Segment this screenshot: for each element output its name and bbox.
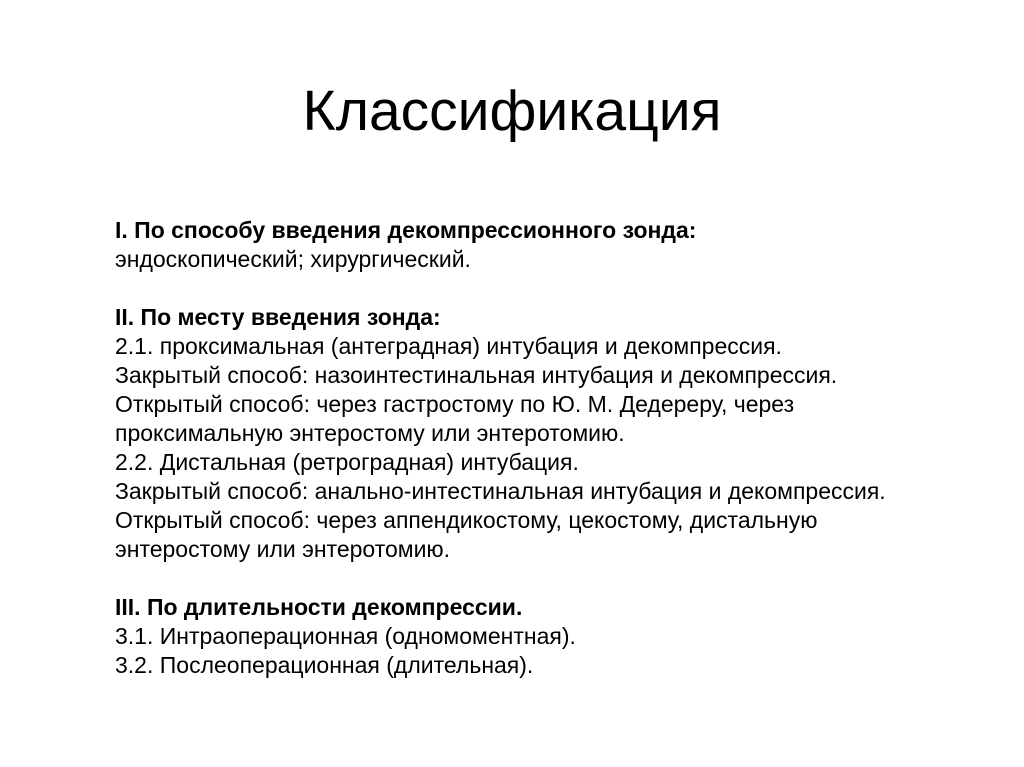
section-decompression-duration (115, 593, 975, 680)
text-line: Открытый способ: через гастростому по Ю. М. Дедереру, через (115, 391, 795, 417)
section-insertion-method (115, 216, 975, 274)
text-line: 3.2. Послеоперационная (длительная). (115, 652, 534, 678)
text-line: Открытый способ: через аппендикостому, цекостому, дистальную (115, 507, 818, 533)
text-line: энтеростому или энтеротомию. (115, 536, 451, 562)
text-line: Закрытый способ: анально-интестинальная интубация и декомпрессия. (115, 478, 886, 504)
slide-title: Классификация (302, 79, 722, 143)
section-heading: II. По месту введения зонда: (115, 304, 441, 330)
text-line: 2.1. проксимальная (антеградная) интубация и декомпрессия. (115, 333, 782, 359)
section-heading: I. По способу введения декомпрессионного зонда: (115, 217, 697, 243)
text-line: проксимальную энтеростому или энтеротомию. (115, 420, 625, 446)
text-line: эндоскопический; хирургический. (115, 246, 471, 272)
text-line: 2.2. Дистальная (ретроградная) интубация. (115, 449, 579, 475)
slide-body (115, 216, 975, 680)
section-heading: III. По длительности декомпрессии. (115, 594, 523, 620)
text-line: Закрытый способ: назоинтестинальная интубация и декомпрессия. (115, 362, 838, 388)
text-line: 3.1. Интраоперационная (одномоментная). (115, 623, 576, 649)
section-insertion-site (115, 303, 975, 564)
